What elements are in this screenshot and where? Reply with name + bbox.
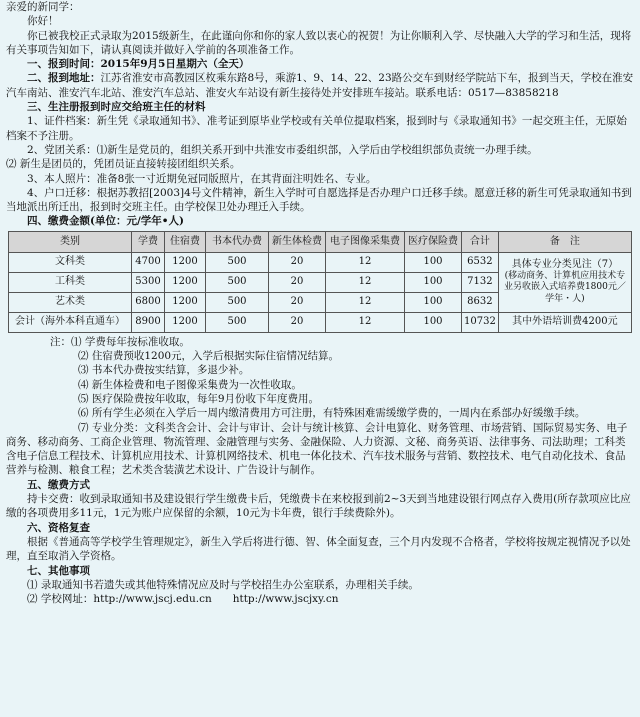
cell-photo: 12 bbox=[326, 292, 405, 312]
fee-note: ⑷ 新生体检费和电子图像采集费为一次性收取。 bbox=[78, 378, 302, 391]
col-header-tuition: 学费 bbox=[132, 231, 165, 252]
section-3-item-4: 4、户口迁移：根据苏教招[2003]4号文件精神，新生入学时可自愿选择是否办理户口迁移手续。愿意迁移的新生可凭录取通知书到当地派出所迁出，报到时交班主任。由学校保卫处办理迁入手续。 bbox=[6, 186, 632, 214]
cell-insurance: 100 bbox=[405, 252, 462, 272]
cell-total: 7132 bbox=[462, 272, 499, 292]
cell-exam: 20 bbox=[269, 252, 326, 272]
section-7-item-1: ⑴ 录取通知书若遗失或其他特殊情况应及时与学校招生办公室联系，办理相关手续。 bbox=[27, 578, 419, 591]
intro-paragraph: 你已被我校正式录取为2015级新生，在此谨向你和你的家人致以衷心的祝贺！为让你顺利入学、尽快融入大学的学习和生活，现将有关事项告知如下，请认真阅读并做好入学前的各项准备工作。 bbox=[6, 29, 632, 56]
section-3-item-3: 3、本人照片：准备8张一寸近期免冠同版照片，在其背面注明姓名、专业。 bbox=[27, 172, 377, 185]
section-6-text: 根据《普通高等学校学生管理规定》，新生入学后将进行德、智、体全面复查，三个月内发现不合格者，学校将按规定视情况予以处理，直至取消入学资格。 bbox=[6, 535, 631, 563]
cell-insurance: 100 bbox=[405, 292, 462, 312]
cell-total: 10732 bbox=[462, 312, 499, 332]
fee-table bbox=[8, 231, 632, 333]
fee-note: ⑶ 书本代办费按实结算，多退少补。 bbox=[78, 364, 250, 377]
cell-dorm: 1200 bbox=[165, 272, 206, 292]
section-3-item-2: 2、党团关系：⑴新生是党员的，组织关系开到中共淮安市委组织部，入学后由学校组织部负责统一办理手续。 bbox=[27, 143, 538, 156]
col-header-photo: 电子图像采集费 bbox=[326, 231, 405, 252]
fee-note: ⑵ 住宿费预收1200元，入学后根据实际住宿情况结算。 bbox=[78, 350, 340, 363]
section-6-heading: 六、资格复查 bbox=[27, 521, 90, 534]
cell-dorm: 1200 bbox=[165, 292, 206, 312]
fee-note: 注：⑴ 学费每年按标准收取。 bbox=[50, 335, 190, 348]
cell-remark-accounting: 其中外语培训费4200元 bbox=[498, 312, 631, 332]
cell-tuition: 5300 bbox=[132, 272, 165, 292]
fee-table-header-row bbox=[9, 231, 632, 252]
fee-note: ⑸ 医疗保险费按年收取，每年9月份收下年度费用。 bbox=[78, 392, 320, 405]
greeting: 亲爱的新同学： bbox=[6, 1, 80, 13]
cell-category: 工科类 bbox=[9, 272, 132, 292]
hello: 你好！ bbox=[27, 15, 59, 28]
cell-total: 8632 bbox=[462, 292, 499, 312]
section-5-heading: 五、缴费方式 bbox=[27, 478, 90, 491]
cell-category: 会计（海外本科直通车） bbox=[9, 312, 132, 332]
cell-exam: 20 bbox=[269, 312, 326, 332]
fee-note: ⑺ 专业分类：文科类含会计、会计与审计、会计与统计核算、会计电算化、财务管理、市场营销、国际贸易实务、电子商务、移动商务、工商企业管理、物流管理、金融管理与实务、金融保险、人力资源、文秘、商务英语、法律事务、司法助理；工科类含电子信息工程技术、计算机应用技术、计算机网络技术、机电一体化技术、汽车技术服务与营销、数控技术、电气自动化技术、食品营养与检测、粮食工程；艺术类含装潢艺术设计、广告设计与制作。 bbox=[6, 421, 628, 477]
section-3-item-1: 1、证件档案：新生凭《录取通知书》、准考证到原毕业学校或有关单位提取档案，报到时与《录取通知书》一起交班主任，无原始档案不予注册。 bbox=[6, 115, 627, 142]
section-1-value: 2015年9月5日星期六（全天） bbox=[100, 58, 250, 71]
section-2 bbox=[6, 71, 634, 100]
remark-line-2: (移动商务、计算机应用技术专业另收嵌入式培养费1800元／学年・人) bbox=[503, 270, 626, 304]
section-5-text: 持卡交费：收到录取通知书及建设银行学生缴费卡后，凭缴费卡在来校报到前2~3天到当地建设银行网点存入费用(所存款项应比应缴的各项费用多11元，1元为账户应保留的余额，10元为卡年费，银行手续费除外)。 bbox=[6, 493, 631, 520]
section-7-item-2: ⑵ 学校网址：http://www.jscj.edu.cn http://www.jscjxy.cn bbox=[27, 593, 339, 606]
cell-photo: 12 bbox=[326, 312, 405, 332]
col-header-total: 合计 bbox=[462, 231, 499, 252]
section-3-item-2b: ⑵ 新生是团员的，凭团员证直接转接团组织关系。 bbox=[6, 158, 241, 171]
table-row bbox=[9, 252, 632, 272]
cell-books: 500 bbox=[206, 272, 269, 292]
cell-exam: 20 bbox=[269, 272, 326, 292]
cell-tuition: 6800 bbox=[132, 292, 165, 312]
section-1-heading: 一、报到时间： bbox=[27, 58, 101, 71]
section-2-text: 江苏省淮安市高教园区枚乘东路8号，乘游1、9、14、22、23路公交车到财经学院站下车，报到当天，学校在淮安汽车南站、淮安汽车北站、淮安汽车总站、淮安火车站设有新生接待处并安排班车接站。联系电话：0517—83858218 bbox=[6, 72, 634, 99]
cell-category: 文科类 bbox=[9, 252, 132, 272]
cell-total: 6532 bbox=[462, 252, 499, 272]
section-7-heading: 七、其他事项 bbox=[27, 564, 90, 577]
col-header-dorm: 住宿费 bbox=[165, 231, 206, 252]
col-header-exam: 新生体检费 bbox=[269, 231, 326, 252]
cell-photo: 12 bbox=[326, 252, 405, 272]
table-row bbox=[9, 312, 632, 332]
col-header-insurance: 医疗保险费 bbox=[405, 231, 462, 252]
cell-photo: 12 bbox=[326, 272, 405, 292]
fee-notes bbox=[6, 335, 634, 478]
cell-tuition: 8900 bbox=[132, 312, 165, 332]
fee-note: ⑹ 所有学生必须在入学后一周内缴清费用方可注册，有特殊困难需缓缴学费的，一周内在系部办好缓缴手续。 bbox=[78, 407, 586, 420]
cell-books: 500 bbox=[206, 312, 269, 332]
cell-insurance: 100 bbox=[405, 312, 462, 332]
cell-tuition: 4700 bbox=[132, 252, 165, 272]
section-2-heading: 二、报到地址： bbox=[27, 72, 101, 85]
cell-category: 艺术类 bbox=[9, 292, 132, 312]
cell-remark-shared bbox=[498, 252, 631, 312]
col-header-books: 书本代办费 bbox=[206, 231, 269, 252]
cell-dorm: 1200 bbox=[165, 312, 206, 332]
cell-insurance: 100 bbox=[405, 272, 462, 292]
col-header-category: 类别 bbox=[9, 231, 132, 252]
cell-exam: 20 bbox=[269, 292, 326, 312]
section-1 bbox=[6, 57, 634, 71]
remark-line-1: 具体专业分类见注（7） bbox=[511, 259, 619, 271]
cell-books: 500 bbox=[206, 292, 269, 312]
section-3-heading: 三、生注册报到时应交给班主任的材料 bbox=[27, 101, 206, 114]
section-4-heading: 四、缴费金额(单位：元/学年•人) bbox=[27, 215, 184, 228]
cell-books: 500 bbox=[206, 252, 269, 272]
cell-dorm: 1200 bbox=[165, 252, 206, 272]
col-header-remarks: 备 注 bbox=[498, 231, 631, 252]
